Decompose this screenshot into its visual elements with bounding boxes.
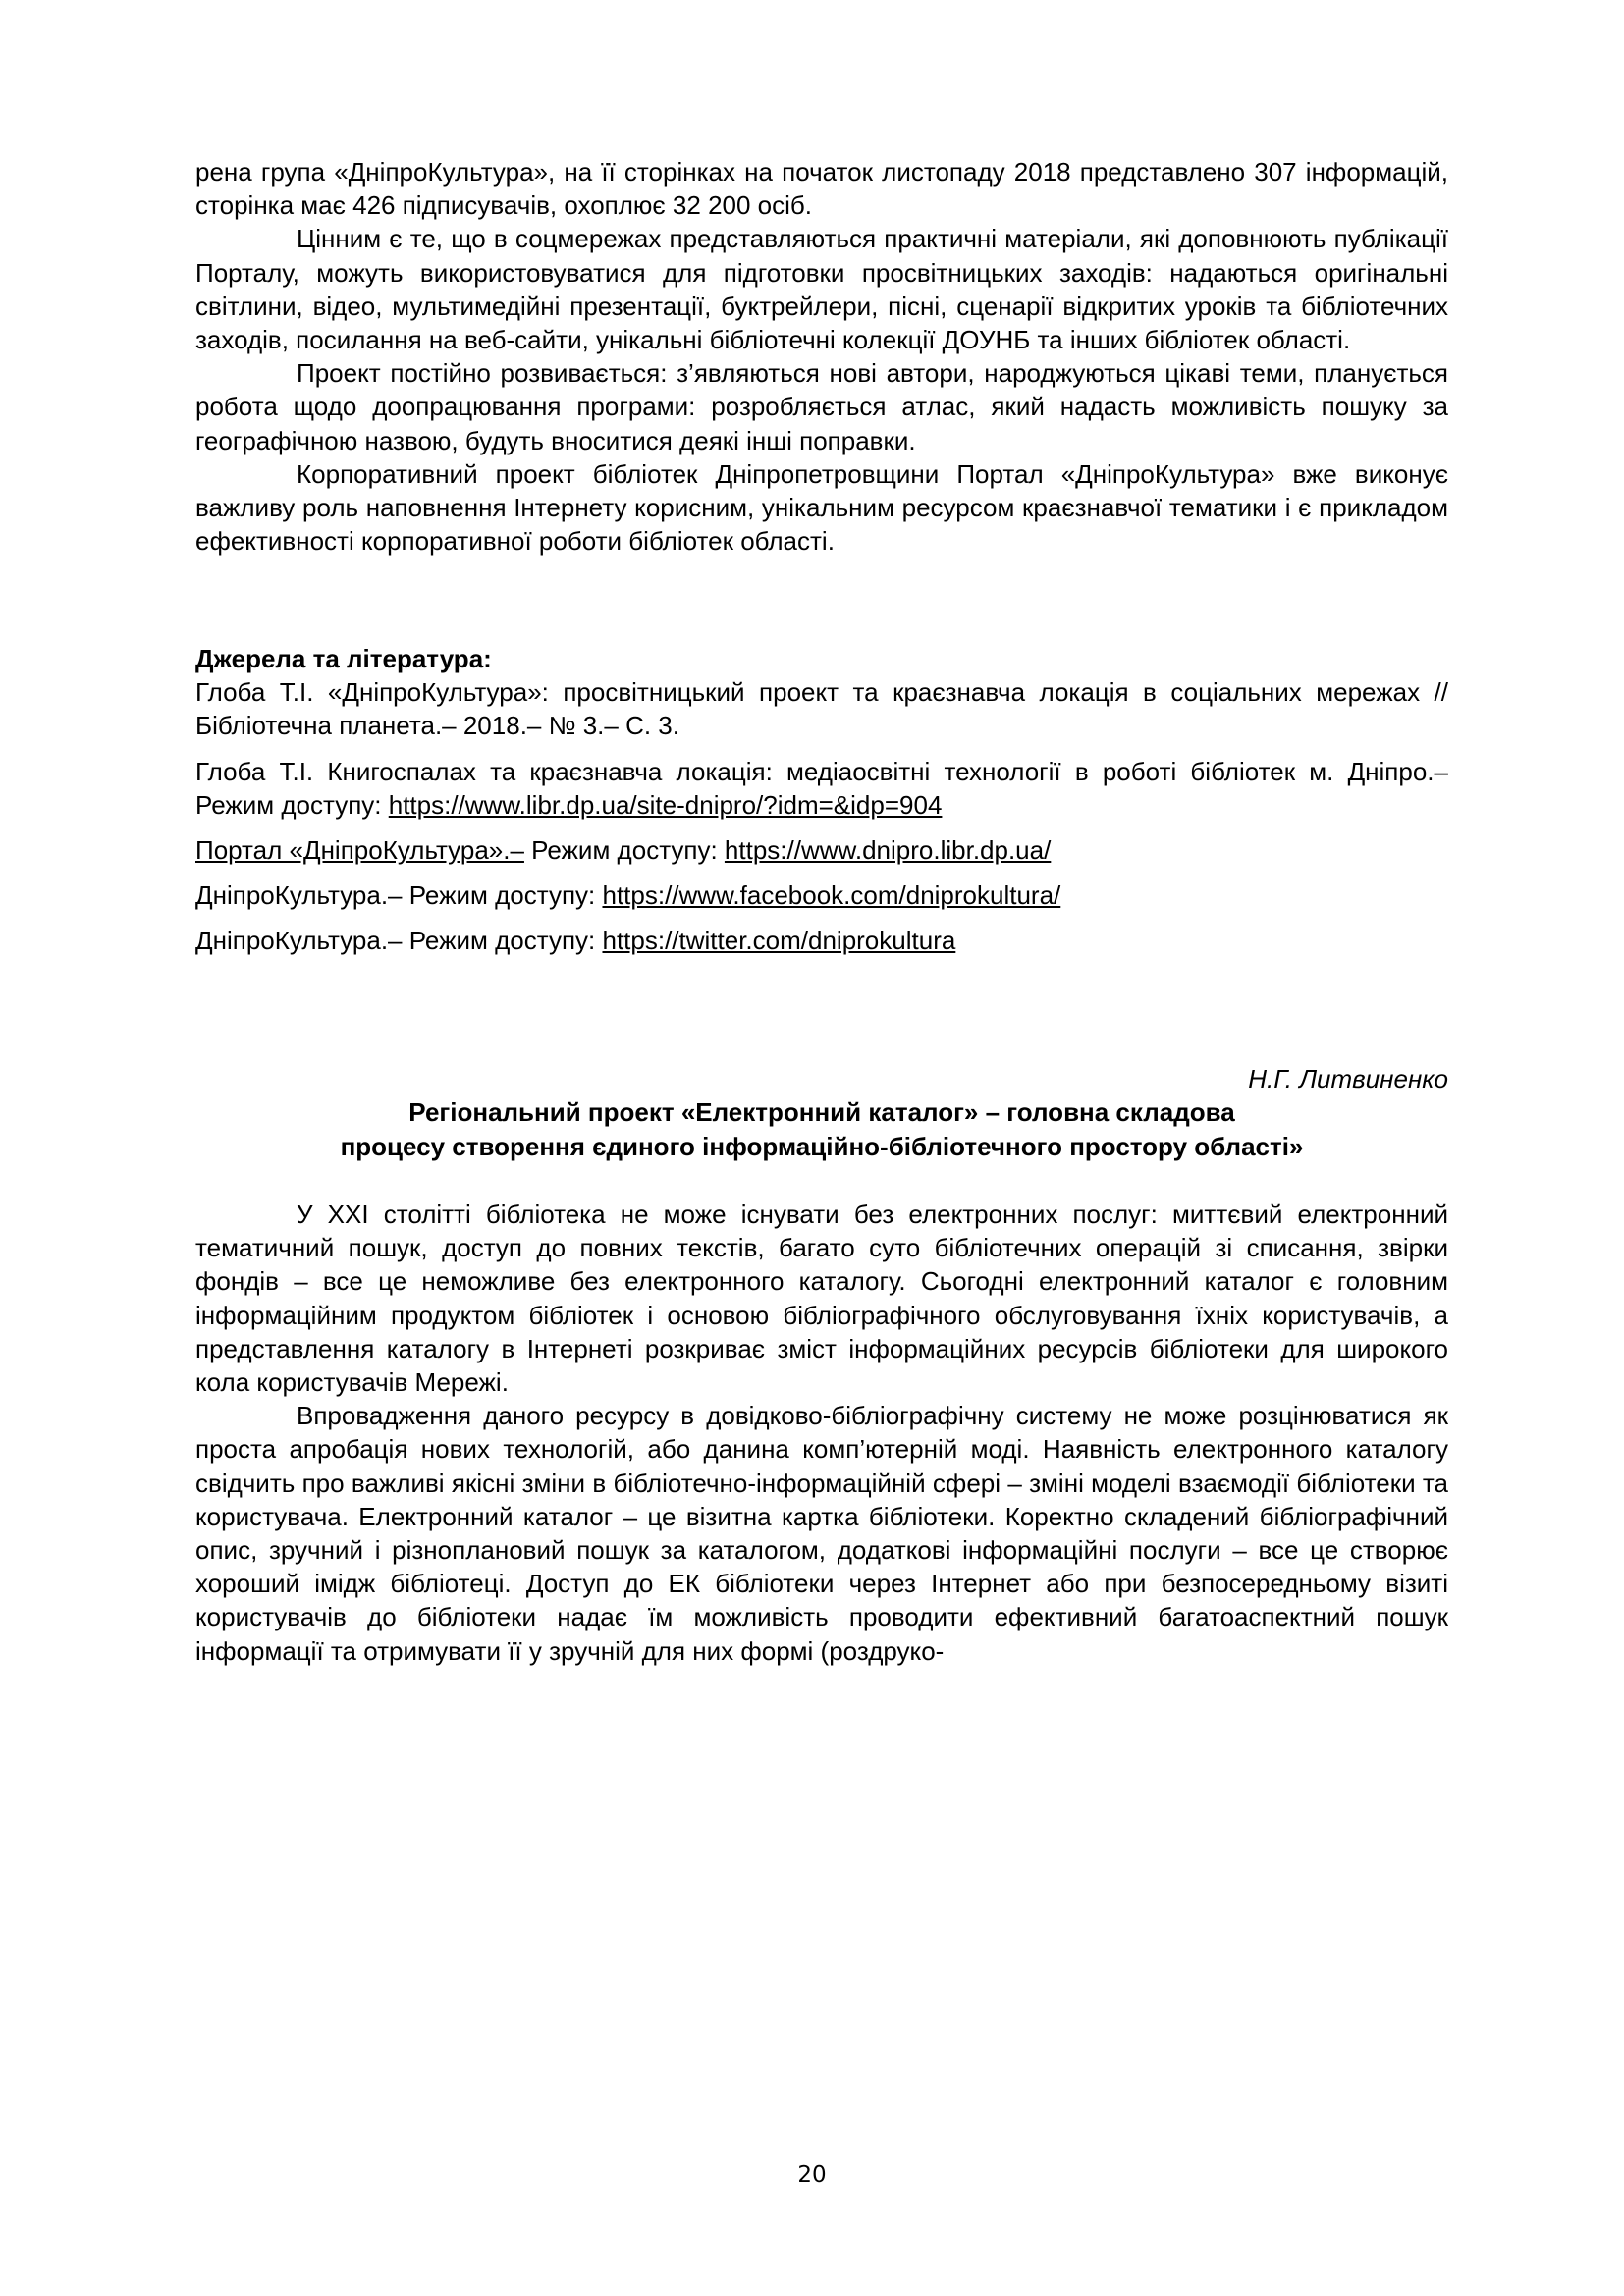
intro-paragraph-2: Цінним є те, що в соцмережах представляються практичні матеріали, які доповнюють публікації Порталу, можуть використовуватися для підготовки просвітницьких заходів: надаються оригінальні світлини, відео, мультимедійні презентації, буктрейлери, пісні, сценарії відкритих уроків та бібліотечних заходів, посилання на веб-сайти, унікальні бібліотечні колекції ДОУНБ та інших бібліотек області. [195, 224, 1448, 355]
source-item-3-title: Портал «ДніпроКультура».– [195, 835, 524, 866]
source-item-3-text: Режим доступу: [523, 835, 725, 866]
article-title-line-2: процесу створення єдиного інформаційно-бібліотечного простору області» [340, 1131, 1304, 1161]
source-item-5-link[interactable]: https://twitter.com/dniprokultura [602, 926, 956, 956]
source-item-3-link[interactable]: https://www.dnipro.libr.dp.ua/ [724, 835, 1052, 866]
article-body [195, 1198, 1448, 1668]
source-item-1 [195, 675, 1448, 742]
source-item-1-text: Глоба Т.І. «ДніпроКультура»: просвітницький проект та краєзнавча локація в соціальних мережах // Бібліотечна планета.– 2018.– № 3.– С. 3. [195, 677, 1448, 741]
page-number: 20 [797, 2163, 827, 2188]
source-item-4-link[interactable]: https://www.facebook.com/dniprokultura/ [602, 881, 1061, 911]
article-paragraph-1: У XXI столітті бібліотека не може існувати без електронних послуг: миттєвий електронний тематичний пошук, доступ до повних текстів, багато суто бібліотечних операцій зі списання, звірки фондів – все це неможливе без електронного каталогу. Сьогодні електронний каталог є головним інформаційним продуктом бібліотек і основою бібліографічного обслуговування їхніх користувачів, а представлення каталогу в Інтернеті розкриває зміст інформаційних ресурсів бібліотеки для широкого кола користувачів Мережі. [195, 1200, 1448, 1398]
intro-paragraph-4: Корпоративний проект бібліотек Дніпропетровщини Портал «ДніпроКультура» вже виконує важливу роль наповнення Інтернету корисним, унікальним ресурсом краєзнавчої тематики і є прикладом ефективності корпоративної роботи бібліотек області. [195, 458, 1448, 557]
source-item-5 [195, 924, 1448, 957]
intro-paragraph-3: Проект постійно розвивається: з’являються нові автори, народжуються цікаві теми, планується робота щодо доопрацювання програми: розробляється атлас, який надасть можливість пошуку за географічною назвою, будуть вноситися деякі інші поправки. [195, 358, 1448, 455]
source-item-3 [195, 833, 1448, 867]
source-item-5-text: ДніпроКультура.– Режим доступу: [195, 926, 603, 956]
source-item-4 [195, 879, 1448, 912]
article-title-line-1: Регіональний проект «Електронний каталог» – головна складова [408, 1097, 1235, 1127]
source-item-2-text: Глоба Т.І. Книгоспалах та краєзнавча локація: медіаосвітні технології в роботі бібліотек м. Дніпро.– Режим доступу: [195, 756, 1448, 820]
article-author: Н.Г. Литвиненко [1248, 1064, 1448, 1094]
intro-section [195, 155, 1448, 558]
sources-section [195, 642, 1448, 958]
article-title [195, 1095, 1448, 1163]
source-item-2 [195, 755, 1448, 822]
source-item-2-link[interactable]: https://www.libr.dp.ua/site-dnipro/?idm=&idp=904 [388, 789, 943, 820]
sources-heading: Джерела та література: [195, 644, 492, 673]
intro-paragraph-1: рена група «ДніпроКультура», на її сторінках на початок листопаду 2018 представлено 307 інформацій, сторінка має 426 підписувачів, охоплює 32 200 осіб. [195, 157, 1448, 221]
article-paragraph-2: Впровадження даного ресурсу в довідково-бібліографічну систему не може розцінюватися як проста апробація нових технологій, або данина комп’ютерній моді. Наявність електронного каталогу свідчить про важливі якісні зміни в бібліотечно-інформаційній сфері – зміні моделі взаємодії бібліотеки та користувача. Електронний каталог – це візитна картка бібліотеки. Коректно складений бібліографічний опис, зручний і різноплановий пошук за каталогом, додаткові інформаційні послуги – все це створює хороший імідж бібліотеці. Доступ до ЕК бібліотеки через Інтернет або при безпосередньому візиті користувачів до бібліотеки надає їм можливість проводити ефективний багатоаспектний пошук інформації та отримувати її у зручній для них формі (роздруко- [195, 1401, 1448, 1666]
source-item-4-text: ДніпроКультура.– Режим доступу: [195, 881, 603, 911]
